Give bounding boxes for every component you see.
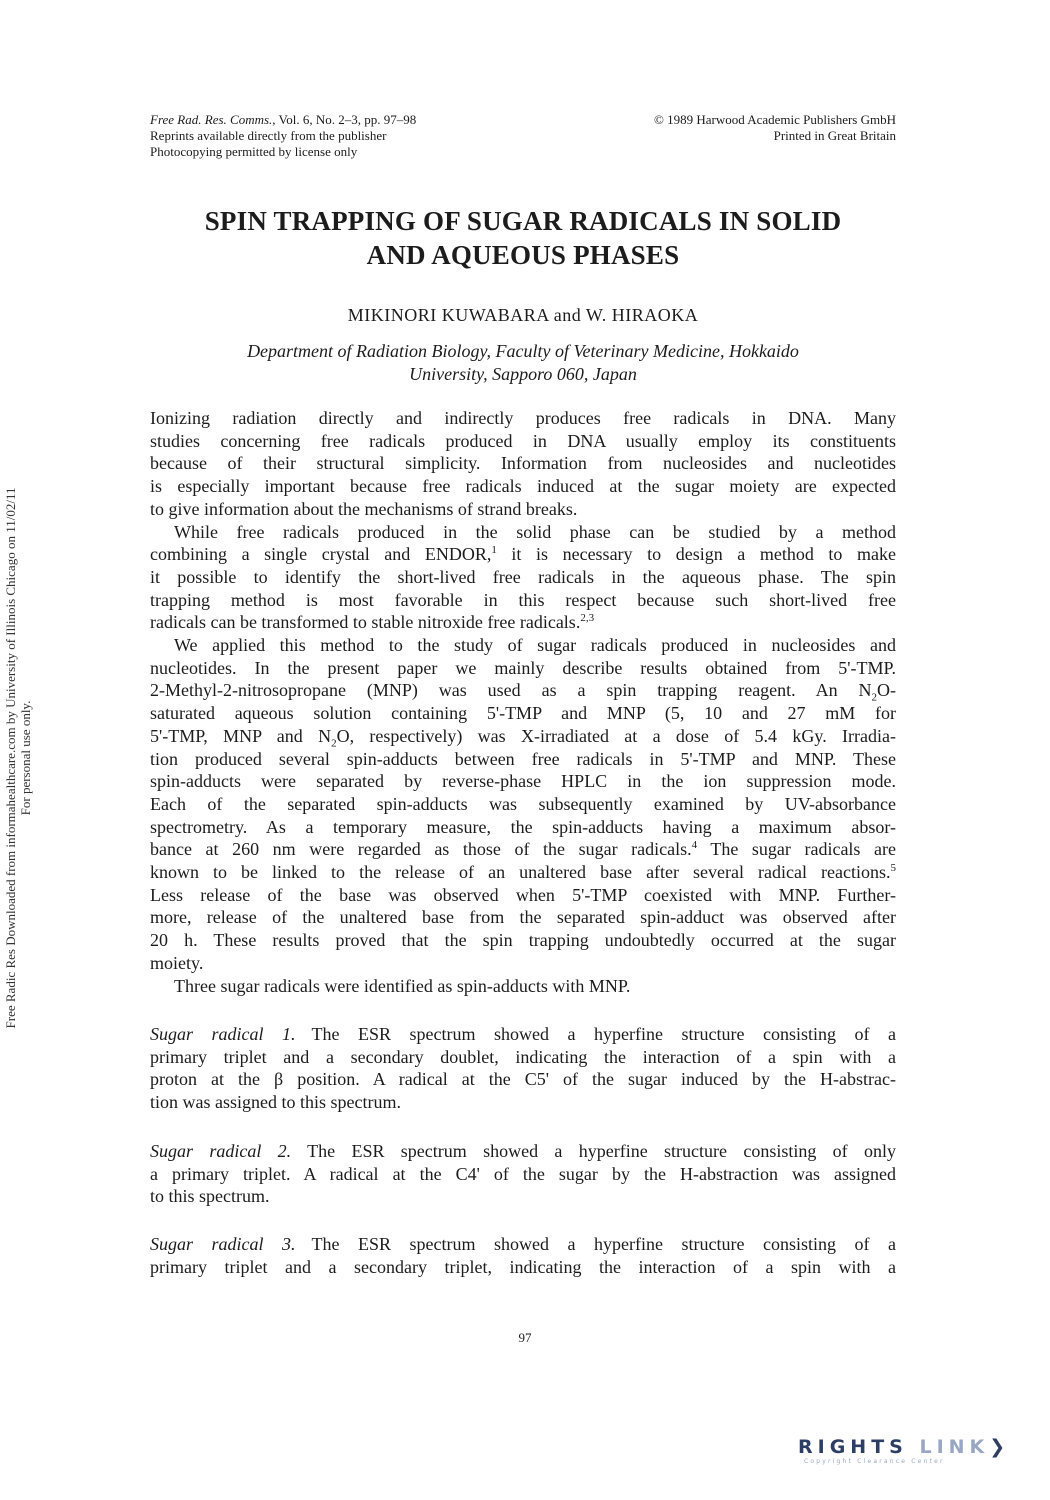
paper-title: [150, 204, 896, 272]
text-segment: The ESR spectrum showed a hyperfine structure consisting of a: [311, 1234, 896, 1254]
text-segment: radicals can be transformed to stable nitroxide free radicals.: [150, 612, 581, 633]
text-segment: known to be linked to the release of an unaltered base after several radical reactions.: [150, 862, 891, 883]
text-segment: 2-Methyl-2-nitrosopropane (MNP) was used as a spin trapping reagent. An N: [150, 680, 872, 701]
sugar-radical-2-section: [150, 1140, 896, 1208]
text-line: Each of the separated spin-adducts was subsequently examined by UV-absorbance: [150, 793, 896, 814]
affiliation-line-1: Department of Radiation Biology, Faculty of Veterinary Medicine, Hokkaido: [247, 341, 799, 361]
text-line: to this spectrum.: [150, 1186, 270, 1207]
text-line: We applied this method to the study of sugar radicals produced in nucleosides and: [174, 635, 896, 656]
text-line: trapping method is most favorable in this respect because such short-lived free: [150, 589, 896, 610]
text-segment: combining a single crystal and ENDOR,: [150, 544, 492, 565]
text-line: spectrometry. As a temporary measure, the spin-adducts having a maximum absor-: [150, 816, 896, 837]
citation-details: , Vol. 6, No. 2–3, pp. 97–98: [272, 112, 417, 127]
text-line: more, release of the unaltered base from the separated spin-adduct was observed after: [150, 907, 896, 928]
subscript: 2: [331, 737, 337, 750]
download-note-text: [3, 378, 33, 1138]
page-number: 97: [518, 1330, 532, 1345]
running-header-left: [150, 112, 416, 160]
text-line: While free radicals produced in the solid phase can be studied by a method: [174, 521, 896, 542]
body-text: [150, 407, 896, 997]
text-line: [150, 1140, 896, 1163]
text-line: primary triplet and a secondary triplet, indicating the interaction of a spin with a: [150, 1256, 896, 1277]
journal-name: Free Rad. Res. Comms.: [150, 112, 273, 127]
text-line: [150, 1233, 896, 1256]
affiliation-line-2: University, Sapporo 060, Japan: [409, 364, 637, 384]
citation-ref: 4: [691, 839, 698, 852]
text-line: is especially important because free radicals induced at the sugar moiety are expected: [150, 476, 896, 497]
text-line: tion was assigned to this spectrum.: [150, 1092, 401, 1113]
download-note-line-2: For personal use only.: [18, 700, 33, 816]
rightslink-logo: [798, 1436, 1030, 1470]
running-header-right: [640, 112, 896, 144]
citation-ref: 2,3: [580, 612, 595, 625]
text-segment: 5'-TMP, MNP and N: [150, 725, 332, 746]
title-line-2: AND AQUEOUS PHASES: [366, 240, 680, 270]
text-line: nucleotides. In the present paper we mainly describe results obtained from 5'-TMP.: [150, 657, 896, 678]
text-line: Less release of the base was observed when 5'-TMP coexisted with MNP. Further-: [150, 884, 896, 905]
text-line: spin-adducts were separated by reverse-phase HPLC in the ion suppression mode.: [150, 771, 896, 792]
text-line: moiety.: [150, 952, 204, 973]
text-line: to give information about the mechanisms of strand breaks.: [150, 498, 578, 519]
section-heading: Sugar radical 3.: [150, 1234, 296, 1254]
text-segment: O, respectively) was X-irradiated at a dose of 5.4 kGy. Irradia-: [336, 725, 896, 746]
paragraph-4: [150, 975, 896, 998]
text-segment: bance at 260 nm were regarded as those of the sugar radicals.: [150, 839, 692, 860]
citation-ref: 5: [890, 862, 896, 875]
citation-ref: 1: [491, 544, 497, 557]
authors: MIKINORI KUWABARA and W. HIRAOKA: [347, 305, 699, 325]
rightslink-wordmark: [798, 1436, 1030, 1458]
paragraph-2: [150, 521, 896, 635]
text-line: [150, 725, 896, 748]
text-line: a primary triplet. A radical at the C4' of the sugar by the H-abstraction was assigned: [150, 1163, 896, 1184]
sugar-radical-1-section: [150, 1023, 896, 1114]
text-line: 20 h. These results proved that the spin trapping undoubtedly occurred at the sugar: [150, 930, 896, 951]
affiliation: [150, 340, 896, 386]
sugar-radical-3-section: [150, 1233, 896, 1278]
text-line: [150, 838, 896, 861]
text-line: Ionizing radiation directly and indirectly produces free radicals in DNA. Many: [150, 408, 896, 428]
text-line: [150, 543, 896, 566]
section-heading: Sugar radical 2.: [150, 1141, 292, 1161]
text-line: because of their structural simplicity. Information from nucleosides and nucleotides: [150, 453, 896, 474]
text-segment: The ESR spectrum showed a hyperfine structure consisting of a: [311, 1024, 896, 1044]
journal-citation: [150, 112, 416, 128]
text-segment: The sugar radicals are: [697, 839, 896, 860]
logo-word-rights: RIGHTS: [798, 1436, 908, 1458]
text-line: [150, 861, 896, 884]
download-note-line-1: Free Radic Res Downloaded from informahealthcare.com by University of Illinois Chicago on 11/02/11: [3, 487, 18, 1029]
text-line: primary triplet and a secondary doublet, indicating the interaction of a spin with a: [150, 1046, 896, 1067]
paragraph-3: [150, 634, 896, 975]
text-line: saturated aqueous solution containing 5'-TMP and MNP (5, 10 and 27 mM for: [150, 703, 896, 724]
text-line: it possible to identify the short-lived free radicals in the aqueous phase. The spin: [150, 566, 896, 587]
paragraph-1: [150, 407, 896, 521]
text-line: [150, 1023, 896, 1046]
text-line: tion produced several spin-adducts between free radicals in 5'-TMP and MNP. These: [150, 748, 896, 769]
logo-tagline: Copyright Clearance Center: [804, 1458, 945, 1465]
text-segment: it is necessary to design a method to make: [496, 544, 896, 565]
text-line: proton at the β position. A radical at the C5' of the sugar induced by the H-abstrac-: [150, 1069, 896, 1090]
text-line: studies concerning free radicals produced in DNA usually employ its constituents: [150, 430, 896, 451]
copyright-notice: © 1989 Harwood Academic Publishers GmbH: [653, 112, 896, 127]
text-segment: O-: [877, 680, 896, 701]
printed-notice: Printed in Great Britain: [773, 128, 896, 143]
text-line: [150, 679, 896, 705]
subscript: 2: [871, 692, 877, 705]
reprints-note: Reprints available directly from the publisher: [150, 128, 387, 143]
photocopy-note: Photocopying permitted by license only: [150, 144, 358, 159]
text-line: [150, 611, 896, 634]
section-heading: Sugar radical 1.: [150, 1024, 296, 1044]
logo-word-link: LINK: [919, 1436, 990, 1458]
text-segment: The ESR spectrum showed a hyperfine structure consisting of only: [307, 1141, 896, 1161]
title-line-1: SPIN TRAPPING OF SUGAR RADICALS IN SOLID: [204, 206, 842, 236]
text-line: Three sugar radicals were identified as spin-adducts with MNP.: [174, 975, 631, 996]
logo-arrow-icon: ❯: [989, 1436, 1011, 1458]
